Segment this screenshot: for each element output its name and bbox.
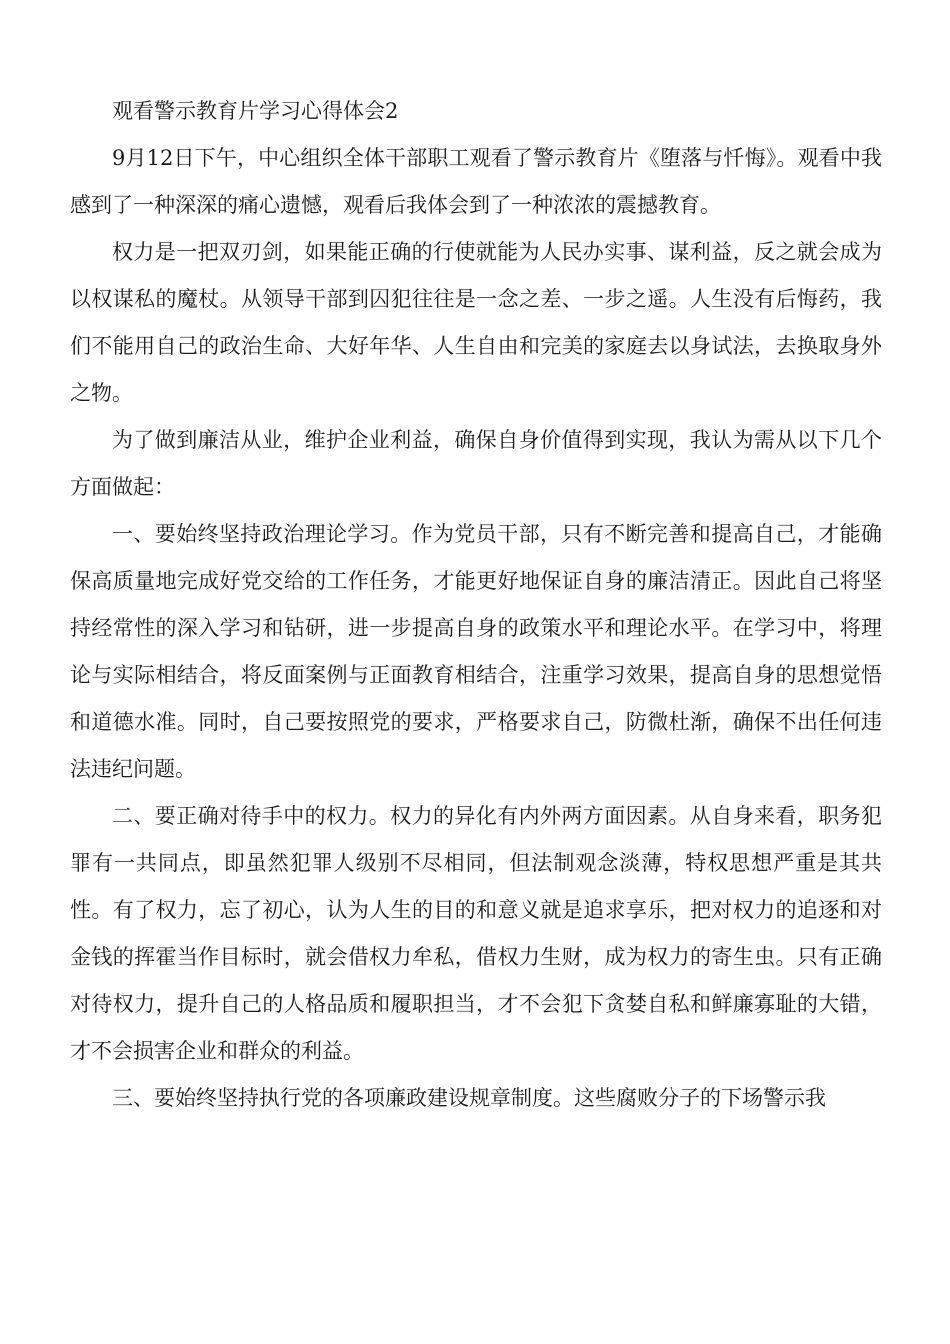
- paragraph-point-three: 三、要始终坚持执行党的各项廉政建设规章制度。这些腐败分子的下场警示我: [112, 1086, 826, 1110]
- paragraph-intro: 9月12日下午，中心组织全体干部职工观看了警示教育片《堕落与忏悔》。观看中我感到了一种深深的痛心遗憾，观看后我体会到了一种浓浓的震撼教育。: [70, 146, 882, 217]
- paragraph-point-two: 二、要正确对待手中的权力。权力的异化有内外两方面因素。从自身来看，职务犯罪有一共同点，即虽然犯罪人级别不尽相同，但法制观念淡薄，特权思想严重是其共性。有了权力，忘了初心，认为人生的目的和意义就是追求享乐，把对权力的追逐和对金钱的挥霍当作目标时，就会借权力牟私，借权力生财，成为权力的寄生虫。只有正确对待权力，提升自己的人格品质和履职担当，才不会犯下贪婪自私和鲜廉寡耻的大错，才不会损害企业和群众的利益。: [70, 804, 882, 1063]
- paragraph-point-one: 一、要始终坚持政治理论学习。作为党员干部，只有不断完善和提高自己，才能确保高质量地完成好党交给的工作任务，才能更好地保证自身的廉洁清正。因此自己将坚持经常性的深入学习和钻研，进一步提高自身的政策水平和理论水平。在学习中，将理论与实际相结合，将反面案例与正面教育相结合，注重学习效果，提高自身的思想觉悟和道德水准。同时，自己要按照党的要求，严格要求自己，防微杜渐，确保不出任何违法违纪问题。: [70, 522, 882, 781]
- document-title: 观看警示教育片学习心得体会2: [112, 99, 399, 123]
- paragraph-power: 权力是一把双刃剑，如果能正确的行使就能为人民办实事、谋利益，反之就会成为以权谋私的魔杖。从领导干部到囚犯往往是一念之差、一步之遥。人生没有后悔药，我们不能用自己的政治生命、大好年华、人生自由和完美的家庭去以身试法，去换取身外之物。: [70, 240, 882, 405]
- paragraph-approach: 为了做到廉洁从业，维护企业利益，确保自身价值得到实现，我认为需从以下几个方面做起：: [70, 428, 882, 499]
- document-page: [70, 88, 882, 1122]
